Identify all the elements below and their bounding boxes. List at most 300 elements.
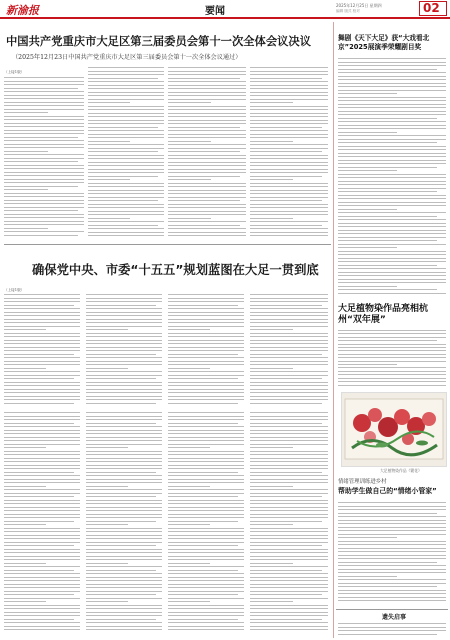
page-number	[419, 1, 447, 16]
text-line	[88, 193, 164, 194]
text-line	[168, 204, 246, 205]
text-line	[4, 340, 80, 341]
text-line	[338, 357, 446, 358]
text-line	[338, 219, 446, 220]
text-line	[4, 305, 74, 306]
text-line	[250, 440, 328, 441]
text-line	[338, 90, 446, 91]
text-line	[250, 619, 322, 620]
section-title: 要闻	[205, 6, 225, 17]
text-line	[250, 151, 322, 152]
text-line	[4, 221, 84, 222]
text-line	[168, 333, 244, 334]
text-line	[168, 403, 238, 404]
text-line	[250, 123, 328, 124]
text-line	[168, 74, 246, 75]
text-line	[338, 79, 446, 80]
text-line	[250, 354, 322, 355]
text-line	[4, 371, 80, 372]
text-line	[250, 305, 322, 306]
text-line	[86, 521, 156, 522]
text-line	[4, 130, 84, 131]
text-line	[168, 461, 244, 462]
text-line	[250, 598, 328, 599]
text-line	[86, 542, 162, 543]
text-line	[338, 100, 446, 101]
text-line	[4, 437, 80, 438]
text-line	[250, 127, 322, 128]
text-line	[86, 479, 162, 480]
text-line	[250, 235, 328, 236]
text-line	[168, 619, 238, 620]
text-line	[168, 451, 244, 452]
text-line	[338, 344, 446, 345]
text-line	[250, 371, 328, 372]
text-line	[168, 437, 244, 438]
text-line	[86, 322, 162, 323]
text-line	[250, 458, 328, 459]
text-line	[338, 513, 437, 514]
text-line	[86, 426, 162, 427]
text-line	[4, 486, 46, 487]
text-line	[88, 137, 164, 138]
text-line	[88, 176, 158, 177]
text-line	[250, 340, 328, 341]
text-line	[4, 308, 80, 309]
text-line	[86, 329, 128, 330]
text-line	[168, 85, 246, 86]
text-line	[168, 113, 246, 114]
text-line	[168, 371, 244, 372]
text-line	[88, 144, 164, 145]
text-line	[4, 385, 80, 386]
text-line	[88, 123, 164, 124]
text-line	[86, 531, 162, 532]
text-line	[250, 482, 328, 483]
text-line	[4, 549, 80, 550]
text-line	[250, 81, 328, 82]
text-line	[250, 214, 328, 215]
text-line	[88, 190, 164, 191]
text-line	[86, 301, 162, 302]
text-line	[86, 549, 162, 550]
text-line	[338, 83, 446, 84]
text-line	[4, 489, 80, 490]
text-line	[338, 347, 446, 348]
text-line	[4, 444, 80, 445]
edit-line: 编辑 版式 校对	[336, 9, 360, 13]
text-line	[338, 202, 446, 203]
text-line	[86, 412, 162, 413]
text-line	[250, 120, 328, 121]
text-line	[250, 106, 328, 107]
text-line	[168, 326, 244, 327]
lead-byline: （上接1版）	[4, 70, 25, 74]
text-line	[4, 465, 80, 466]
text-line	[250, 197, 328, 198]
text-line	[338, 142, 437, 143]
text-line	[86, 423, 156, 424]
text-line	[168, 172, 246, 173]
text-line	[86, 451, 162, 452]
text-line	[4, 182, 84, 183]
text-line	[168, 538, 244, 539]
text-line	[4, 368, 46, 369]
text-line	[168, 123, 246, 124]
text-line	[168, 382, 244, 383]
text-line	[250, 594, 322, 595]
text-line	[250, 549, 328, 550]
text-line	[4, 354, 74, 355]
text-line	[86, 619, 156, 620]
text-line	[86, 608, 162, 609]
text-line	[250, 172, 328, 173]
text-line	[4, 214, 84, 215]
text-line	[86, 601, 128, 602]
text-line	[338, 593, 446, 594]
text-line	[86, 584, 162, 585]
text-line	[338, 163, 446, 164]
lead-column-2	[88, 67, 164, 241]
text-line	[4, 322, 80, 323]
text-line	[4, 396, 80, 397]
sidebar-story3-kicker: 情绪管理训练进乡村	[338, 479, 387, 485]
text-line	[168, 507, 244, 508]
text-line	[250, 116, 328, 117]
text-line	[88, 74, 164, 75]
text-line	[168, 591, 244, 592]
text-line	[88, 165, 164, 166]
text-line	[4, 570, 74, 571]
text-line	[168, 354, 238, 355]
text-line	[168, 378, 238, 379]
text-line	[4, 451, 80, 452]
text-line	[338, 350, 446, 351]
text-line	[88, 141, 130, 142]
text-line	[86, 612, 162, 613]
text-line	[168, 399, 244, 400]
text-line	[250, 524, 293, 525]
text-line	[168, 207, 246, 208]
text-line	[88, 148, 164, 149]
text-line	[338, 181, 446, 182]
text-line	[250, 570, 322, 571]
text-line	[250, 510, 328, 511]
text-line	[168, 472, 238, 473]
text-line	[250, 465, 328, 466]
text-line	[250, 343, 328, 344]
text-line	[88, 221, 164, 222]
text-line	[88, 85, 164, 86]
text-line	[86, 336, 162, 337]
text-line	[168, 563, 210, 564]
text-line	[250, 559, 328, 560]
text-line	[86, 510, 162, 511]
text-line	[86, 552, 162, 553]
text-line	[86, 489, 162, 490]
text-line	[250, 472, 322, 473]
text-line	[168, 385, 244, 386]
text-line	[86, 361, 162, 362]
text-line	[4, 235, 78, 236]
text-line	[4, 426, 80, 427]
text-line	[250, 605, 328, 606]
text-line	[338, 502, 446, 503]
text-line	[338, 374, 446, 375]
text-line	[338, 111, 446, 112]
text-line	[250, 134, 328, 135]
text-line	[4, 364, 80, 365]
text-line	[338, 548, 446, 549]
text-line	[4, 531, 80, 532]
paper-logo: 新渝报	[6, 4, 39, 17]
text-line	[88, 225, 158, 226]
text-line	[86, 440, 162, 441]
text-line	[168, 489, 244, 490]
text-line	[338, 630, 446, 631]
text-line	[4, 228, 48, 229]
text-line	[168, 322, 244, 323]
text-line	[168, 594, 238, 595]
text-line	[4, 389, 80, 390]
sidebar-separator	[333, 22, 334, 638]
text-line	[86, 468, 162, 469]
text-line	[250, 74, 328, 75]
text-line	[4, 559, 80, 560]
text-line	[250, 517, 328, 518]
text-line	[338, 58, 446, 59]
text-line	[88, 102, 130, 103]
text-line	[4, 517, 80, 518]
text-line	[168, 141, 211, 142]
text-line	[168, 608, 244, 609]
text-line	[4, 350, 80, 351]
text-line	[250, 577, 328, 578]
text-line	[250, 612, 328, 613]
text-line	[168, 78, 240, 79]
text-line	[86, 333, 162, 334]
text-line	[4, 378, 74, 379]
photo-caption: 大足植物染作品《繁花》	[380, 468, 422, 473]
text-line	[86, 517, 162, 518]
text-line	[338, 72, 446, 73]
text-line	[250, 67, 328, 68]
text-line	[168, 186, 246, 187]
text-line	[86, 573, 162, 574]
text-line	[338, 340, 437, 341]
text-line	[4, 105, 84, 106]
text-line	[4, 601, 46, 602]
text-line	[168, 190, 246, 191]
text-line	[86, 305, 156, 306]
text-line	[86, 587, 162, 588]
second-column-1	[4, 294, 80, 406]
text-line	[88, 151, 158, 152]
text-line	[250, 141, 293, 142]
text-line	[4, 584, 80, 585]
text-line	[338, 520, 446, 521]
text-line	[86, 385, 162, 386]
text-line	[88, 197, 164, 198]
text-line	[338, 251, 446, 252]
text-line	[88, 204, 164, 205]
text-line	[250, 403, 322, 404]
text-line	[168, 67, 246, 68]
text-line	[86, 563, 128, 564]
text-line	[168, 542, 244, 543]
text-line	[4, 298, 80, 299]
text-line	[250, 357, 328, 358]
text-line	[338, 523, 446, 524]
text-line	[168, 214, 246, 215]
text-line	[338, 364, 397, 365]
text-line	[4, 430, 80, 431]
text-line	[168, 102, 211, 103]
text-line	[86, 343, 162, 344]
text-line	[250, 496, 322, 497]
text-line	[168, 298, 244, 299]
text-line	[338, 153, 446, 154]
text-line	[4, 496, 74, 497]
text-line	[86, 486, 128, 487]
text-line	[168, 127, 240, 128]
text-line	[338, 233, 446, 234]
text-line	[4, 203, 84, 204]
text-line	[86, 605, 162, 606]
text-line	[168, 587, 244, 588]
text-line	[168, 514, 244, 515]
text-line	[4, 140, 84, 141]
text-line	[168, 364, 244, 365]
text-line	[4, 403, 74, 404]
text-line	[88, 88, 164, 89]
text-line	[250, 493, 328, 494]
text-line	[4, 319, 80, 320]
text-line	[4, 382, 80, 383]
text-line	[168, 566, 244, 567]
text-line	[250, 475, 328, 476]
text-line	[250, 218, 293, 219]
text-line	[88, 172, 164, 173]
text-line	[168, 375, 244, 376]
text-line	[250, 137, 328, 138]
text-line	[338, 534, 446, 535]
text-line	[168, 392, 244, 393]
text-line	[250, 392, 328, 393]
masthead-rule	[0, 17, 450, 19]
text-line	[168, 556, 244, 557]
text-line	[4, 95, 84, 96]
text-line	[338, 69, 437, 70]
text-line	[250, 514, 328, 515]
text-line	[86, 465, 162, 466]
lead-column-3	[168, 67, 246, 241]
text-line	[338, 555, 446, 556]
text-line	[168, 200, 240, 201]
text-line	[338, 195, 446, 196]
text-line	[250, 322, 328, 323]
text-line	[168, 412, 244, 413]
text-line	[86, 507, 162, 508]
text-line	[250, 426, 328, 427]
text-line	[86, 392, 162, 393]
text-line	[4, 133, 84, 134]
text-line	[250, 378, 322, 379]
text-line	[4, 556, 80, 557]
text-line	[338, 576, 397, 577]
text-line	[338, 240, 437, 241]
text-line	[168, 148, 246, 149]
text-line	[338, 139, 446, 140]
text-line	[338, 279, 446, 280]
text-line	[86, 528, 162, 529]
text-line	[4, 392, 80, 393]
text-line	[4, 412, 80, 413]
text-line	[86, 514, 162, 515]
text-line	[4, 193, 84, 194]
text-line	[86, 444, 162, 445]
text-line	[4, 217, 84, 218]
text-line	[4, 479, 80, 480]
text-line	[338, 506, 446, 507]
text-line	[250, 447, 293, 448]
text-line	[4, 552, 80, 553]
text-line	[168, 88, 246, 89]
text-line	[338, 135, 446, 136]
text-line	[168, 577, 244, 578]
text-line	[338, 104, 446, 105]
text-line	[250, 336, 328, 337]
text-line	[168, 294, 244, 295]
text-line	[250, 563, 293, 564]
second-column-2	[86, 294, 162, 406]
text-line	[4, 538, 80, 539]
text-line	[4, 563, 46, 564]
text-line	[250, 626, 328, 627]
text-line	[88, 162, 164, 163]
text-line	[338, 191, 437, 192]
text-line	[250, 301, 328, 302]
text-line	[338, 516, 446, 517]
second-column-4	[250, 294, 328, 406]
text-line	[4, 210, 78, 211]
text-line	[338, 354, 446, 355]
text-line	[4, 475, 80, 476]
text-line	[250, 468, 328, 469]
page-number-text: 02	[423, 1, 440, 15]
text-line	[4, 440, 80, 441]
text-line	[168, 482, 244, 483]
text-line	[250, 531, 328, 532]
lead-headline: 中国共产党重庆市大足区第三届委员会第十一次全体会议决议	[6, 35, 312, 48]
text-line	[338, 586, 437, 587]
text-line	[250, 412, 328, 413]
sidebar-story2-body	[338, 330, 446, 388]
text-line	[168, 447, 210, 448]
text-line	[250, 221, 328, 222]
text-line	[338, 330, 446, 331]
text-line	[338, 282, 446, 283]
text-line	[338, 275, 446, 276]
text-line	[338, 132, 397, 133]
text-line	[338, 128, 446, 129]
text-line	[250, 211, 328, 212]
text-line	[168, 134, 246, 135]
text-line	[86, 622, 162, 623]
text-line	[4, 186, 78, 187]
text-line	[338, 188, 446, 189]
text-line	[168, 605, 244, 606]
